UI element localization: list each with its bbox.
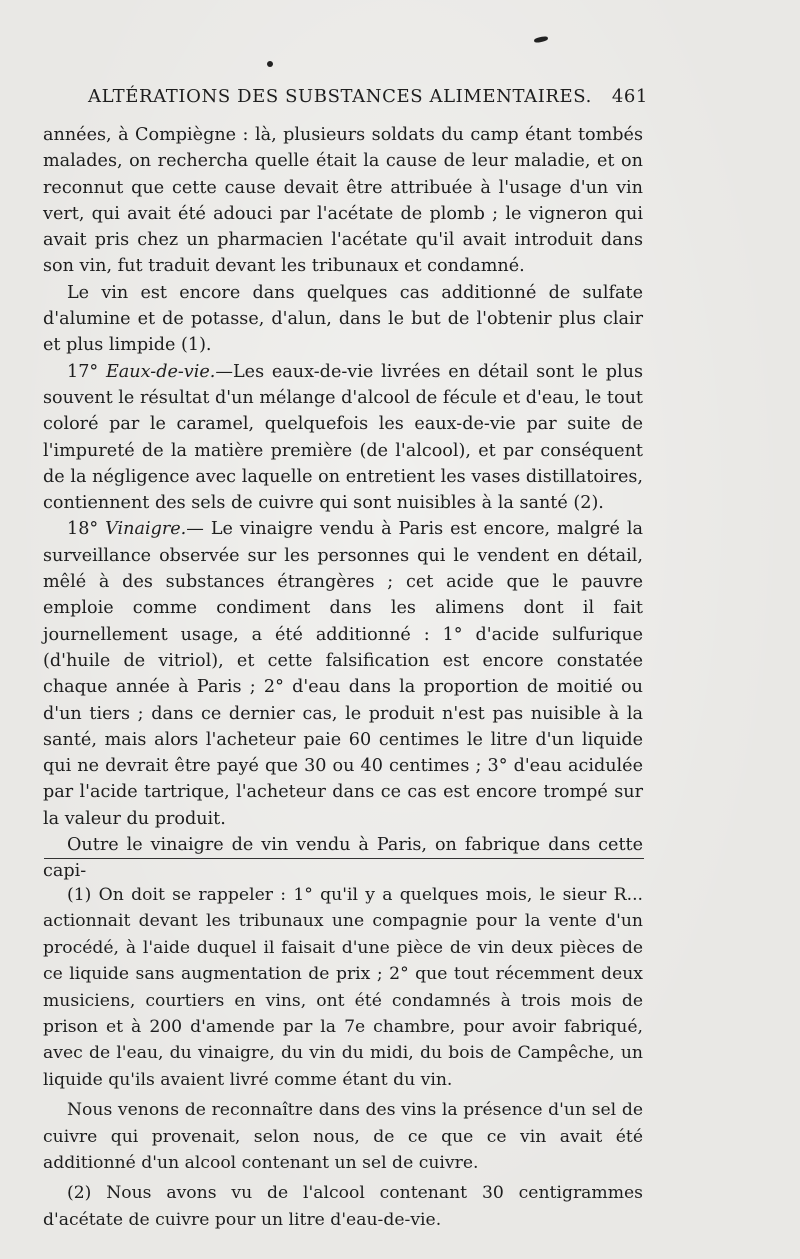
running-title: ALTÉRATIONS DES SUBSTANCES ALIMENTAIRES. xyxy=(88,86,592,107)
footnotes xyxy=(43,882,643,1233)
section-number-18: 18° xyxy=(67,519,106,540)
section-text-eaux-de-vie: —Les eaux-de-vie livrées en détail sont le plus souvent le résultat d'un mélange d'alcool de fécule et d'eau, le tout coloré par le caramel, quelquefois les eaux-de-vie par suite de l'impureté de la matière première (de l'alcool), et par conséquent de la négligence avec laquelle on entretient les vases distillatoires, contiennent des sels de cuivre qui sont nuisibles à la santé (2). xyxy=(43,361,643,514)
paragraph-eaux-de-vie xyxy=(43,359,643,517)
paragraph-outre: Outre le vinaigre de vin vendu à Paris, on fabrique dans cette capi- xyxy=(43,835,643,882)
section-number-17: 17° xyxy=(67,361,106,382)
footnote-divider xyxy=(44,858,644,859)
ink-dot-top xyxy=(267,61,273,67)
ink-speck-top xyxy=(534,36,549,44)
running-header xyxy=(88,86,648,107)
paragraph-alun: Le vin est encore dans quelques cas additionné de sulfate d'alumine et de potasse, d'alun, dans le but de l'obtenir plus clair et plus limpide (1). xyxy=(43,282,643,356)
footnote-1-continued: Nous venons de reconnaître dans des vins la présence d'un sel de cuivre qui provenait, selon nous, de ce que ce vin avait été additionné d'un alcool contenant un sel de cuivre. xyxy=(43,1100,643,1174)
footnote-2: (2) Nous avons vu de l'alcool contenant 30 centigrammes d'acétate de cuivre pour un litre d'eau-de-vie. xyxy=(43,1183,643,1230)
main-text xyxy=(43,122,643,885)
page-number: 461 xyxy=(611,86,648,107)
paragraph-vinaigre xyxy=(43,516,643,832)
section-term-eaux-de-vie: Eaux-de-vie. xyxy=(105,361,216,382)
section-term-vinaigre: Vinaigre. xyxy=(105,519,187,540)
paragraph-compiegne: années, à Compiègne : là, plusieurs soldats du camp étant tombés malades, on rechercha quelle était la cause de leur maladie, et on reconnut que cette cause devait être attribuée à l'usage d'un vin vert, qui avait été adouci par l'acétate de plomb ; le vigneron qui avait pris chez un pharmacien l'acétate qu'il avait introduit dans son vin, fut traduit devant les tribunaux et condamné. xyxy=(43,125,643,277)
section-text-vinaigre: — Le vinaigre vendu à Paris est encore, malgré la surveillance observée sur les personnes qui le vendent en détail, mêlé à des substances étrangères ; cet acide que le pauvre emploie comme condiment dans les alimens dont il fait journellement usage, a été additionné : 1° d'acide sulfurique (d'huile de vitriol), et cette falsification est encore constatée chaque année à Paris ; 2° d'eau dans la proportion de moitié ou d'un tiers ; dans ce dernier cas, le produit n'est pas nuisible à la santé, mais alors l'acheteur paie 60 centimes le litre d'un liquide qui ne devrait être payé que 30 ou 40 centimes ; 3° d'eau acidulée par l'acide tartrique, l'acheteur dans ce cas est encore trompé sur la valeur du produit. xyxy=(43,519,643,829)
footnote-1: (1) On doit se rappeler : 1° qu'il y a quelques mois, le sieur R... actionnait devant les tribunaux une compagnie pour la vente d'un procédé, à l'aide duquel il faisait d'une pièce de vin deux pièces de ce liquide sans augmentation de prix ; 2° que tout récemment deux musiciens, courtiers en vins, ont été condamnés à trois mois de prison et à 200 d'amende par la 7e chambre, pour avoir fabriqué, avec de l'eau, du vinaigre, du vin du midi, du bois de Campêche, un liquide qu'ils avaient livré comme étant du vin. xyxy=(43,885,643,1090)
